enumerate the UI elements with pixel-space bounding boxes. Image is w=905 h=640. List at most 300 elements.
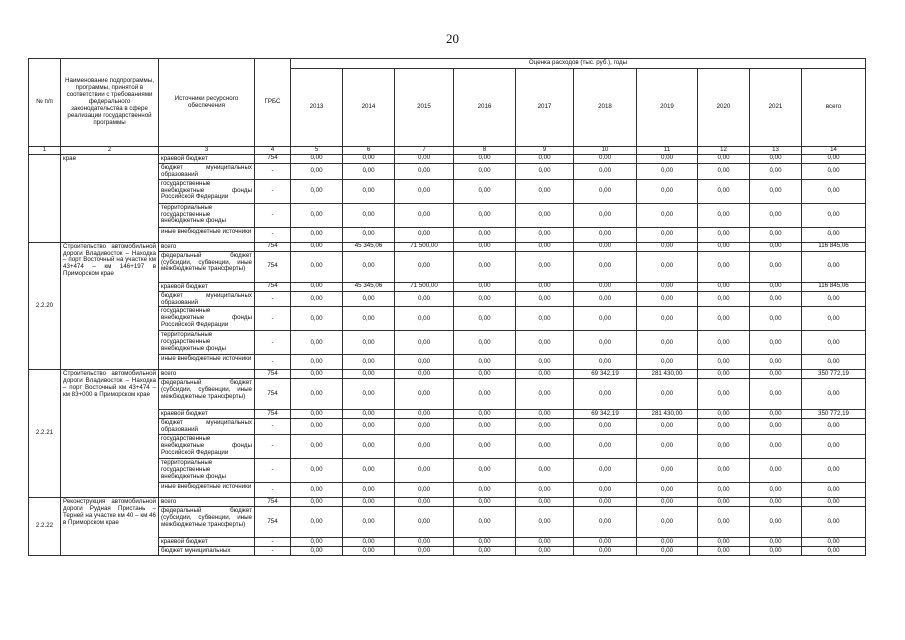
amount-cell: 0,00 (698, 435, 750, 459)
amount-cell: 0,00 (516, 459, 574, 483)
funding-source: иные внебюджетные источники (159, 355, 255, 370)
amount-cell: 0,00 (574, 282, 637, 291)
amount-cell: 0,00 (637, 483, 698, 498)
amount-cell: 0,00 (516, 307, 574, 331)
amount-cell: 0,00 (291, 227, 343, 242)
grbs-code: - (255, 435, 291, 459)
amount-cell: 0,00 (750, 307, 802, 331)
funding-source: краевой бюджет (159, 282, 255, 291)
grbs-code: - (255, 331, 291, 355)
project-name: крае (61, 154, 159, 242)
row-number: 2.2.22 (29, 498, 61, 556)
budget-table (28, 58, 866, 556)
amount-cell: 0,00 (802, 538, 866, 547)
grbs-code: - (255, 355, 291, 370)
grbs-code: - (255, 419, 291, 435)
amount-cell: 0,00 (291, 459, 343, 483)
amount-cell: 0,00 (637, 203, 698, 227)
amount-cell: 0,00 (516, 370, 574, 379)
column-index: 8 (454, 147, 516, 155)
amount-cell: 0,00 (574, 331, 637, 355)
amount-cell: 0,00 (343, 179, 395, 203)
amount-cell: 0,00 (574, 154, 637, 163)
amount-cell: 0,00 (291, 242, 343, 251)
amount-cell: 0,00 (750, 154, 802, 163)
amount-cell: 0,00 (343, 547, 395, 556)
amount-cell: 0,00 (698, 179, 750, 203)
amount-cell: 0,00 (343, 483, 395, 498)
amount-cell: 0,00 (516, 251, 574, 282)
amount-cell: 0,00 (637, 459, 698, 483)
amount-cell: 0,00 (698, 163, 750, 179)
amount-cell: 0,00 (343, 203, 395, 227)
amount-cell: 0,00 (750, 379, 802, 410)
amount-cell: 0,00 (343, 154, 395, 163)
grbs-code: 754 (255, 242, 291, 251)
amount-cell: 0,00 (637, 179, 698, 203)
amount-cell: 0,00 (802, 459, 866, 483)
amount-cell: 0,00 (574, 547, 637, 556)
amount-cell: 0,00 (698, 410, 750, 419)
amount-cell: 0,00 (291, 410, 343, 419)
amount-cell: 0,00 (291, 163, 343, 179)
amount-cell: 0,00 (574, 507, 637, 538)
amount-cell: 0,00 (395, 154, 454, 163)
amount-cell: 0,00 (637, 331, 698, 355)
amount-cell: 0,00 (454, 291, 516, 307)
amount-cell: 0,00 (291, 547, 343, 556)
amount-cell: 116 845,06 (802, 242, 866, 251)
amount-cell: 0,00 (291, 154, 343, 163)
amount-cell: 0,00 (574, 498, 637, 507)
funding-source: федеральный бюджет (субсидии, субвенции, иные межбюджетные трансферты) (159, 379, 255, 410)
amount-cell: 0,00 (395, 203, 454, 227)
amount-cell: 0,00 (516, 419, 574, 435)
grbs-code: 754 (255, 370, 291, 379)
funding-source: государственные внебюджетные фонды Российской Федерации (159, 179, 255, 203)
amount-cell: 0,00 (574, 242, 637, 251)
amount-cell: 0,00 (291, 370, 343, 379)
amount-cell: 0,00 (516, 163, 574, 179)
project-name: Строительство автомобильной дороги Владивосток – Находка – порт Восточный км 43+474 – км 83+000 в Приморском крае (61, 370, 159, 498)
column-index: 10 (574, 147, 637, 155)
funding-source: бюджет муниципальных образований (159, 419, 255, 435)
amount-cell: 0,00 (343, 331, 395, 355)
amount-cell: 0,00 (291, 307, 343, 331)
amount-cell: 0,00 (343, 355, 395, 370)
amount-cell: 0,00 (637, 282, 698, 291)
amount-cell: 0,00 (291, 498, 343, 507)
amount-cell: 0,00 (637, 498, 698, 507)
amount-cell: 0,00 (574, 179, 637, 203)
amount-cell: 0,00 (698, 538, 750, 547)
amount-cell: 0,00 (291, 435, 343, 459)
amount-cell: 0,00 (291, 538, 343, 547)
amount-cell: 0,00 (637, 163, 698, 179)
amount-cell: 0,00 (395, 291, 454, 307)
amount-cell: 0,00 (291, 507, 343, 538)
amount-cell: 0,00 (454, 331, 516, 355)
column-index: 9 (516, 147, 574, 155)
header-year: 2015 (395, 69, 454, 147)
amount-cell: 0,00 (454, 459, 516, 483)
amount-cell: 0,00 (343, 507, 395, 538)
amount-cell: 0,00 (698, 203, 750, 227)
amount-cell: 0,00 (395, 419, 454, 435)
amount-cell: 0,00 (750, 483, 802, 498)
amount-cell: 0,00 (516, 282, 574, 291)
funding-source: иные внебюджетные источники (159, 227, 255, 242)
amount-cell: 0,00 (454, 435, 516, 459)
amount-cell: 0,00 (343, 370, 395, 379)
amount-cell: 0,00 (750, 538, 802, 547)
header-year: 2017 (516, 69, 574, 147)
amount-cell: 0,00 (698, 282, 750, 291)
amount-cell: 0,00 (574, 379, 637, 410)
amount-cell: 0,00 (574, 251, 637, 282)
amount-cell: 0,00 (574, 163, 637, 179)
amount-cell: 0,00 (516, 538, 574, 547)
amount-cell: 0,00 (395, 483, 454, 498)
amount-cell: 281 430,00 (637, 370, 698, 379)
amount-cell: 0,00 (395, 355, 454, 370)
row-number: 2.2.21 (29, 370, 61, 498)
amount-cell: 0,00 (516, 331, 574, 355)
grbs-code: - (255, 291, 291, 307)
project-name: Строительство автомобильной дороги Владивосток – Находка – порт Восточный на участке км 43+474 – км 146+197 в Приморском крае (61, 242, 159, 370)
amount-cell: 71 500,00 (395, 282, 454, 291)
amount-cell: 0,00 (291, 282, 343, 291)
amount-cell: 0,00 (750, 435, 802, 459)
amount-cell: 0,00 (454, 154, 516, 163)
amount-cell: 0,00 (574, 435, 637, 459)
amount-cell: 0,00 (291, 179, 343, 203)
amount-cell: 0,00 (574, 227, 637, 242)
amount-cell: 45 345,06 (343, 242, 395, 251)
amount-cell: 0,00 (516, 498, 574, 507)
amount-cell: 0,00 (574, 203, 637, 227)
header-year: 2021 (750, 69, 802, 147)
grbs-code: 754 (255, 410, 291, 419)
amount-cell: 0,00 (637, 154, 698, 163)
amount-cell: 0,00 (802, 179, 866, 203)
funding-source: краевой бюджет (159, 410, 255, 419)
amount-cell: 0,00 (395, 547, 454, 556)
amount-cell: 0,00 (802, 331, 866, 355)
amount-cell: 0,00 (698, 331, 750, 355)
funding-source: бюджет муниципальных (159, 547, 255, 556)
amount-cell: 0,00 (454, 507, 516, 538)
amount-cell: 71 500,00 (395, 242, 454, 251)
amount-cell: 0,00 (637, 435, 698, 459)
amount-cell: 0,00 (698, 227, 750, 242)
grbs-code: - (255, 459, 291, 483)
grbs-code: 754 (255, 154, 291, 163)
funding-source: территориальные государственные внебюджетные фонды (159, 203, 255, 227)
table-row (29, 154, 866, 163)
table-row (29, 242, 866, 251)
amount-cell: 0,00 (454, 483, 516, 498)
grbs-code: 754 (255, 498, 291, 507)
amount-cell: 0,00 (574, 419, 637, 435)
header-year: 2013 (291, 69, 343, 147)
amount-cell: 0,00 (698, 370, 750, 379)
grbs-code: - (255, 483, 291, 498)
amount-cell: 0,00 (802, 547, 866, 556)
amount-cell: 0,00 (637, 355, 698, 370)
amount-cell: 0,00 (750, 251, 802, 282)
funding-source: всего (159, 242, 255, 251)
amount-cell: 0,00 (637, 507, 698, 538)
amount-cell: 0,00 (750, 498, 802, 507)
amount-cell: 0,00 (343, 163, 395, 179)
row-number: 2.2.20 (29, 242, 61, 370)
amount-cell: 0,00 (698, 498, 750, 507)
amount-cell: 0,00 (802, 498, 866, 507)
amount-cell: 0,00 (637, 307, 698, 331)
amount-cell: 0,00 (574, 307, 637, 331)
amount-cell: 0,00 (395, 410, 454, 419)
amount-cell: 0,00 (343, 307, 395, 331)
amount-cell: 0,00 (516, 507, 574, 538)
amount-cell: 0,00 (574, 355, 637, 370)
amount-cell: 0,00 (454, 355, 516, 370)
amount-cell: 0,00 (516, 435, 574, 459)
amount-cell: 0,00 (516, 154, 574, 163)
amount-cell: 0,00 (637, 242, 698, 251)
amount-cell: 45 345,06 (343, 282, 395, 291)
column-index: 5 (291, 147, 343, 155)
column-index: 6 (343, 147, 395, 155)
amount-cell: 0,00 (454, 282, 516, 291)
amount-cell: 0,00 (395, 498, 454, 507)
amount-cell: 0,00 (802, 291, 866, 307)
amount-cell: 0,00 (454, 370, 516, 379)
amount-cell: 0,00 (343, 498, 395, 507)
amount-cell: 0,00 (750, 419, 802, 435)
amount-cell: 0,00 (454, 242, 516, 251)
amount-cell: 0,00 (802, 154, 866, 163)
funding-source: всего (159, 370, 255, 379)
amount-cell: 0,00 (637, 419, 698, 435)
amount-cell: 0,00 (516, 291, 574, 307)
column-index: 12 (698, 147, 750, 155)
amount-cell: 0,00 (516, 203, 574, 227)
amount-cell: 0,00 (750, 459, 802, 483)
amount-cell: 0,00 (802, 251, 866, 282)
funding-source: краевой бюджет (159, 154, 255, 163)
amount-cell: 0,00 (637, 538, 698, 547)
amount-cell: 0,00 (454, 419, 516, 435)
amount-cell: 0,00 (395, 179, 454, 203)
amount-cell: 0,00 (454, 538, 516, 547)
amount-cell: 0,00 (750, 547, 802, 556)
amount-cell: 0,00 (343, 410, 395, 419)
funding-source: государственные внебюджетные фонды Российской Федерации (159, 435, 255, 459)
amount-cell: 0,00 (343, 291, 395, 307)
amount-cell: 0,00 (698, 507, 750, 538)
amount-cell: 69 342,19 (574, 410, 637, 419)
amount-cell: 0,00 (750, 507, 802, 538)
header-year: всего (802, 69, 866, 147)
amount-cell: 0,00 (698, 483, 750, 498)
funding-source: федеральный бюджет (субсидии, субвенции, иные межбюджетные трансферты) (159, 507, 255, 538)
amount-cell: 0,00 (698, 355, 750, 370)
amount-cell: 0,00 (516, 483, 574, 498)
header-name: Наименование подпрограммы, программы, принятой в соответствии с требованиями федерального законодательства в сфере реализации государственной программы (61, 59, 159, 147)
amount-cell: 0,00 (395, 163, 454, 179)
amount-cell: 0,00 (750, 410, 802, 419)
amount-cell: 0,00 (750, 355, 802, 370)
amount-cell: 0,00 (698, 251, 750, 282)
amount-cell: 0,00 (343, 435, 395, 459)
page-number: 20 (446, 31, 459, 46)
grbs-code: 754 (255, 251, 291, 282)
amount-cell: 0,00 (395, 331, 454, 355)
amount-cell: 0,00 (454, 498, 516, 507)
amount-cell: 0,00 (750, 242, 802, 251)
amount-cell: 0,00 (454, 307, 516, 331)
header-num: № п/п (29, 59, 61, 147)
amount-cell: 0,00 (516, 242, 574, 251)
amount-cell: 0,00 (343, 379, 395, 410)
amount-cell: 0,00 (516, 227, 574, 242)
amount-cell: 0,00 (698, 459, 750, 483)
amount-cell: 0,00 (343, 251, 395, 282)
grbs-code: - (255, 307, 291, 331)
amount-cell: 0,00 (516, 179, 574, 203)
amount-cell: 0,00 (395, 307, 454, 331)
amount-cell: 0,00 (802, 163, 866, 179)
amount-cell: 0,00 (454, 179, 516, 203)
amount-cell: 0,00 (395, 459, 454, 483)
header-source: Источники ресурсного обеспечения (159, 59, 255, 147)
amount-cell: 0,00 (802, 483, 866, 498)
amount-cell: 0,00 (637, 291, 698, 307)
amount-cell: 0,00 (698, 291, 750, 307)
amount-cell: 0,00 (291, 483, 343, 498)
column-index: 2 (61, 147, 159, 155)
amount-cell: 0,00 (637, 251, 698, 282)
amount-cell: 0,00 (291, 379, 343, 410)
amount-cell: 0,00 (750, 203, 802, 227)
header-year: 2019 (637, 69, 698, 147)
amount-cell: 0,00 (637, 227, 698, 242)
funding-source: федеральный бюджет (субсидии, субвенции, иные межбюджетные трансферты) (159, 251, 255, 282)
grbs-code: 754 (255, 507, 291, 538)
table-row (29, 498, 866, 507)
amount-cell: 0,00 (802, 507, 866, 538)
funding-source: территориальные государственные внебюджетные фонды (159, 459, 255, 483)
amount-cell: 0,00 (454, 251, 516, 282)
grbs-code: - (255, 547, 291, 556)
column-index: 14 (802, 147, 866, 155)
amount-cell: 0,00 (343, 227, 395, 242)
amount-cell: 350 772,19 (802, 410, 866, 419)
amount-cell: 0,00 (395, 370, 454, 379)
amount-cell: 0,00 (802, 419, 866, 435)
funding-source: краевой бюджет (159, 538, 255, 547)
amount-cell: 0,00 (698, 242, 750, 251)
amount-cell: 0,00 (750, 291, 802, 307)
amount-cell: 0,00 (454, 379, 516, 410)
amount-cell: 0,00 (750, 227, 802, 242)
amount-cell: 0,00 (291, 291, 343, 307)
amount-cell: 0,00 (454, 410, 516, 419)
amount-cell: 0,00 (516, 379, 574, 410)
amount-cell: 0,00 (395, 379, 454, 410)
amount-cell: 0,00 (454, 547, 516, 556)
amount-cell: 0,00 (454, 203, 516, 227)
funding-source: иные внебюджетные источники (159, 483, 255, 498)
funding-source: государственные внебюджетные фонды Российской Федерации (159, 307, 255, 331)
amount-cell: 0,00 (516, 547, 574, 556)
grbs-code: - (255, 163, 291, 179)
column-index: 11 (637, 147, 698, 155)
grbs-code: - (255, 179, 291, 203)
table-row (29, 370, 866, 379)
amount-cell: 0,00 (395, 538, 454, 547)
header-year: 2016 (454, 69, 516, 147)
amount-cell: 0,00 (802, 379, 866, 410)
amount-cell: 116 845,06 (802, 282, 866, 291)
funding-source: бюджет муниципальных образований (159, 291, 255, 307)
funding-source: всего (159, 498, 255, 507)
amount-cell: 0,00 (698, 307, 750, 331)
amount-cell: 0,00 (574, 459, 637, 483)
amount-cell: 0,00 (802, 203, 866, 227)
header-year: 2020 (698, 69, 750, 147)
amount-cell: 0,00 (637, 379, 698, 410)
amount-cell: 0,00 (395, 227, 454, 242)
row-number (29, 154, 61, 242)
amount-cell: 0,00 (343, 419, 395, 435)
amount-cell: 0,00 (343, 538, 395, 547)
funding-source: территориальные государственные внебюджетные фонды (159, 331, 255, 355)
column-index: 7 (395, 147, 454, 155)
amount-cell: 0,00 (750, 179, 802, 203)
amount-cell: 0,00 (750, 282, 802, 291)
amount-cell: 0,00 (802, 307, 866, 331)
amount-cell: 0,00 (291, 251, 343, 282)
amount-cell: 0,00 (291, 203, 343, 227)
amount-cell: 0,00 (574, 538, 637, 547)
amount-cell: 0,00 (802, 227, 866, 242)
amount-cell: 0,00 (802, 355, 866, 370)
header-year: 2014 (343, 69, 395, 147)
column-index: 1 (29, 147, 61, 155)
amount-cell: 0,00 (516, 355, 574, 370)
amount-cell: 0,00 (750, 331, 802, 355)
amount-cell: 0,00 (802, 435, 866, 459)
amount-cell: 0,00 (454, 227, 516, 242)
amount-cell: 0,00 (574, 291, 637, 307)
column-index: 13 (750, 147, 802, 155)
amount-cell: 0,00 (750, 163, 802, 179)
amount-cell: 281 430,00 (637, 410, 698, 419)
funding-source: бюджет муниципальных образований (159, 163, 255, 179)
amount-cell: 350 772,19 (802, 370, 866, 379)
amount-cell: 0,00 (291, 419, 343, 435)
amount-cell: 0,00 (698, 419, 750, 435)
header-grbs: ГРБС (255, 59, 291, 147)
grbs-code: 754 (255, 379, 291, 410)
grbs-code: - (255, 203, 291, 227)
grbs-code: - (255, 538, 291, 547)
amount-cell: 0,00 (698, 154, 750, 163)
column-index: 4 (255, 147, 291, 155)
project-name: Реконструкция автомобильной дороги Рудная Пристань – Терней на участке км 40 – км 46 в Приморском крае (61, 498, 159, 556)
